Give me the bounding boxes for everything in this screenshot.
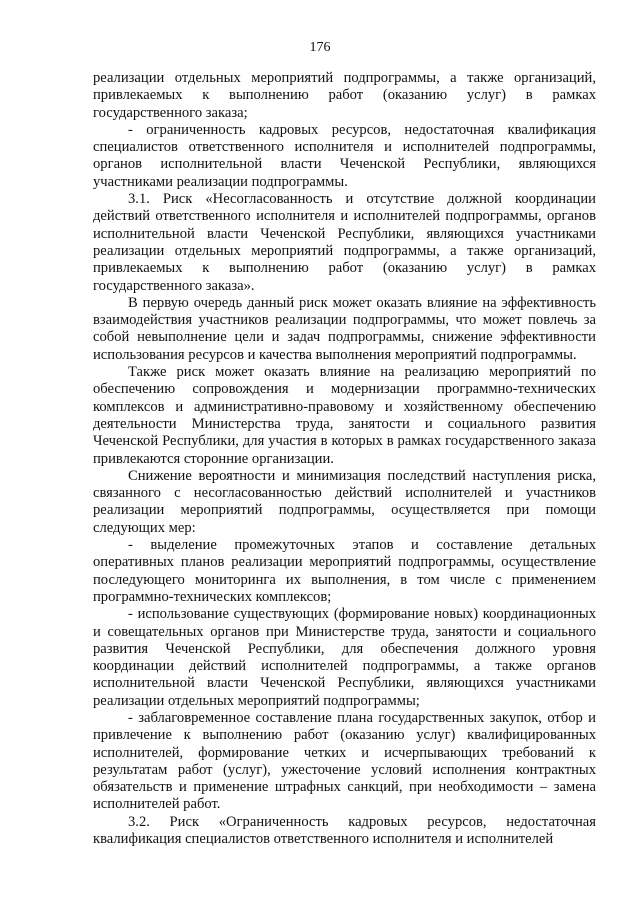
page-body xyxy=(93,70,596,848)
list-item-coordination-bodies: - использование существующих (формирование новых) координационных и совещательных органов при Министерстве труда, занятости и социального развития Чеченской Республики, для обеспечения должного уровня координации действий исполнителей подпрограммы, а также органов исполнительной власти Чеченской Республики, являющихся участниками реализации отдельных мероприятий подпрограммы; xyxy=(93,606,596,709)
paragraph-risk-impact-also: Также риск может оказать влияние на реализацию мероприятий по обеспечению сопровождения и модернизации программно-технических комплексов и административно-правовому и хозяйственному обеспечению деятельности Министерства труда, занятости и социального развития Чеченской Республики, для участия в которых в рамках государственного заказа привлекаются сторонние организации. xyxy=(93,364,596,467)
paragraph-continuation: реализации отдельных мероприятий подпрограммы, а также организаций, привлекаемых к выполнению работ (оказанию услуг) в рамках государственного заказа; xyxy=(93,70,596,121)
list-item-procurement-plan: - заблаговременное составление плана государственных закупок, отбор и привлечение к выполнению работ (оказанию услуг) квалифицированных исполнителей, формирование четких и исчерпывающих требований к результатам работ (услуг), ужесточение условий исполнения контрактных обязательств и применение штрафных санкций, при необходимости – замена исполнителей работ. xyxy=(93,709,596,813)
page-number: 176 xyxy=(309,40,331,55)
list-item-intermediate-stages: - выделение промежуточных этапов и составление детальных оперативных планов реализации мероприятий подпрограммы, осуществление последующего мониторинга их выполнения, в том числе с применением программно-технических комплексов; xyxy=(93,537,596,605)
paragraph-risk-impact: В первую очередь данный риск может оказать влияние на эффективность взаимодействия участников реализации подпрограммы, что может повлечь за собой невыполнение цели и задач подпрограммы, снижение эффективности использования ресурсов и качества выполнения мероприятий подпрограммы. xyxy=(93,294,596,363)
risk-3-2-heading: 3.2. Риск «Ограниченность кадровых ресурсов, недостаточная квалификация специалистов ответственного исполнителя и исполнителей xyxy=(93,813,596,848)
risk-3-1-heading: 3.1. Риск «Несогласованность и отсутствие должной координации действий ответственного исполнителя и исполнителей подпрограммы, органов исполнительной власти Чеченской Республики, являющихся участниками реализации отдельных мероприятий подпрограммы, а также организаций, привлекаемых к выполнению работ (оказанию услуг) в рамках государственного заказа». xyxy=(93,191,596,294)
paragraph-mitigation-intro: Снижение вероятности и минимизация последствий наступления риска, связанного с несогласованностью действий исполнителей и участников реализации мероприятий подпрограммы, осуществляется при помощи следующих мер: xyxy=(93,467,596,536)
list-item-staff-limitations: - ограниченность кадровых ресурсов, недостаточная квалификация специалистов ответственного исполнителя и исполнителей подпрограммы, органов исполнительной власти Чеченской Республики, являющихся участниками реализации подпрограммы. xyxy=(93,121,596,190)
